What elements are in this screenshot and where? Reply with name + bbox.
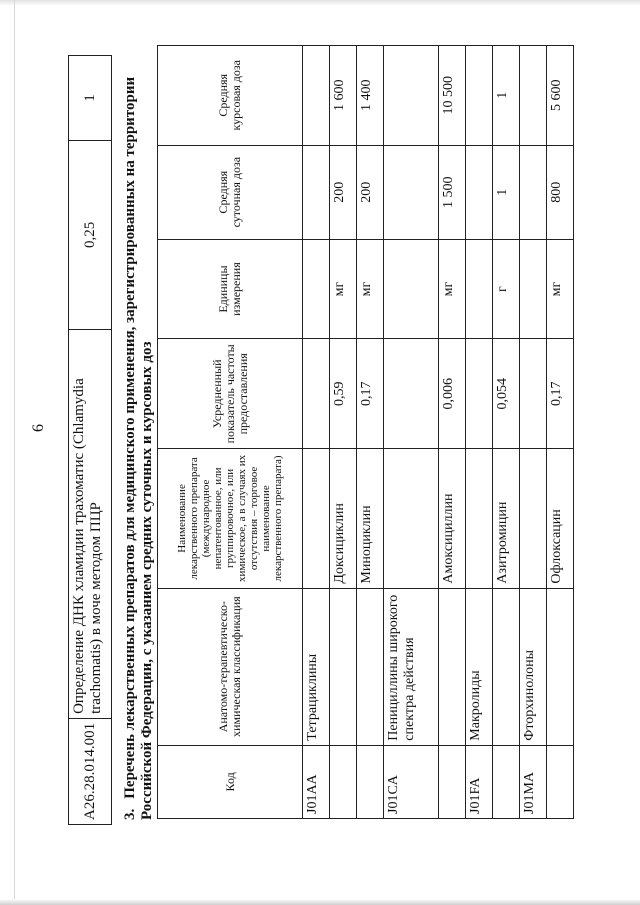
row-daily-dose: [303, 145, 330, 239]
header-daily-dose: Средняя суточная доза: [158, 145, 303, 239]
row-daily-dose: 200: [330, 145, 357, 239]
row-atc: Фторхинолоны: [520, 588, 547, 745]
row-code: [439, 745, 466, 818]
row-course-dose: 5 600: [547, 46, 574, 146]
row-unit: [384, 239, 439, 339]
row-course-dose: [303, 46, 330, 146]
row-daily-dose: [466, 145, 493, 239]
service-multiplicity: 1: [69, 56, 112, 141]
row-code: J01FA: [466, 745, 493, 818]
row-atc: [493, 588, 520, 745]
table-header-row: [158, 46, 303, 819]
table-row: [520, 46, 547, 819]
header-unit: Единицы измерения: [158, 239, 303, 339]
table-row: [547, 46, 574, 819]
row-atc: [439, 588, 466, 745]
row-frequency: 0,006: [439, 339, 466, 449]
section-number: 3.: [122, 808, 138, 820]
header-frequency: Усредненный показатель частоты предоставления: [158, 339, 303, 449]
page-number: 6: [30, 424, 47, 432]
row-daily-dose: 1 500: [439, 145, 466, 239]
row-atc: Макролиды: [466, 588, 493, 745]
table-row: [493, 46, 520, 819]
row-frequency: 0,17: [357, 339, 384, 449]
row-course-dose: 10 500: [439, 46, 466, 146]
header-code: Код: [158, 745, 303, 818]
section-heading: [122, 60, 156, 820]
row-atc: [547, 588, 574, 745]
row-course-dose: 1 600: [330, 46, 357, 146]
row-unit: [520, 239, 547, 339]
row-daily-dose: 800: [547, 145, 574, 239]
row-unit: мг: [330, 239, 357, 339]
service-description: Определение ДНК хламидии трахоматис (Chlamydia trachomatis) в моче методом ПЦР: [69, 329, 112, 718]
table-row: [330, 46, 357, 819]
table-row: [357, 46, 384, 819]
row-daily-dose: 1: [493, 145, 520, 239]
row-frequency: [303, 339, 330, 449]
section-title: Перечень лекарственных препаратов для медицинского применения, зарегистрированных на территории Российской Федерации, с указанием средних суточных и курсовых доз: [122, 76, 155, 820]
service-frequency: 0,25: [69, 140, 112, 329]
row-unit: мг: [439, 239, 466, 339]
row-drug-name: Амоксициллин: [439, 449, 466, 588]
row-code: [547, 745, 574, 818]
row-unit: мг: [547, 239, 574, 339]
top-service-row: [69, 56, 112, 825]
row-code: [330, 745, 357, 818]
scan-edge-bottom: [0, 899, 640, 905]
row-frequency: 0,054: [493, 339, 520, 449]
row-drug-name: Доксициклин: [330, 449, 357, 588]
table-row: [384, 46, 439, 819]
row-frequency: [520, 339, 547, 449]
row-frequency: 0,59: [330, 339, 357, 449]
row-code: J01CA: [384, 745, 439, 818]
row-unit: г: [493, 239, 520, 339]
row-unit: [303, 239, 330, 339]
row-drug-name: Азитромицин: [493, 449, 520, 588]
row-course-dose: 1 400: [357, 46, 384, 146]
row-course-dose: [520, 46, 547, 146]
table-row: [466, 46, 493, 819]
service-code: A26.28.014.001: [69, 718, 112, 824]
row-atc: [330, 588, 357, 745]
row-code: J01MA: [520, 745, 547, 818]
row-drug-name: Офлоксацин: [547, 449, 574, 588]
row-frequency: 0,17: [547, 339, 574, 449]
row-course-dose: [384, 46, 439, 146]
row-unit: мг: [357, 239, 384, 339]
drug-table: [157, 45, 574, 819]
row-drug-name: [466, 449, 493, 588]
row-course-dose: [466, 46, 493, 146]
row-code: [493, 745, 520, 818]
row-code: J01AA: [303, 745, 330, 818]
row-frequency: [384, 339, 439, 449]
row-drug-name: [303, 449, 330, 588]
row-atc: Тетрациклины: [303, 588, 330, 745]
row-drug-name: [384, 449, 439, 588]
table-row: [303, 46, 330, 819]
table-row: [439, 46, 466, 819]
row-daily-dose: [384, 145, 439, 239]
row-code: [357, 745, 384, 818]
row-atc: [357, 588, 384, 745]
header-atc: Анатомо-терапевтическо-химическая классификация: [158, 588, 303, 745]
header-drug-name: Наименование лекарственного препарата (международное непатентованное, или группировочное, или химическое, а в случаях их отсутствия – торговое наименование лекарственного препарата): [158, 449, 303, 588]
row-drug-name: [520, 449, 547, 588]
row-daily-dose: [520, 145, 547, 239]
row-course-dose: 1: [493, 46, 520, 146]
row-unit: [466, 239, 493, 339]
row-drug-name: Миноциклин: [357, 449, 384, 588]
row-atc: Пенициллины широкого спектра действия: [384, 588, 439, 745]
header-course-dose: Средняя курсовая доза: [158, 46, 303, 146]
top-service-table: [68, 55, 112, 825]
row-daily-dose: 200: [357, 145, 384, 239]
row-frequency: [466, 339, 493, 449]
